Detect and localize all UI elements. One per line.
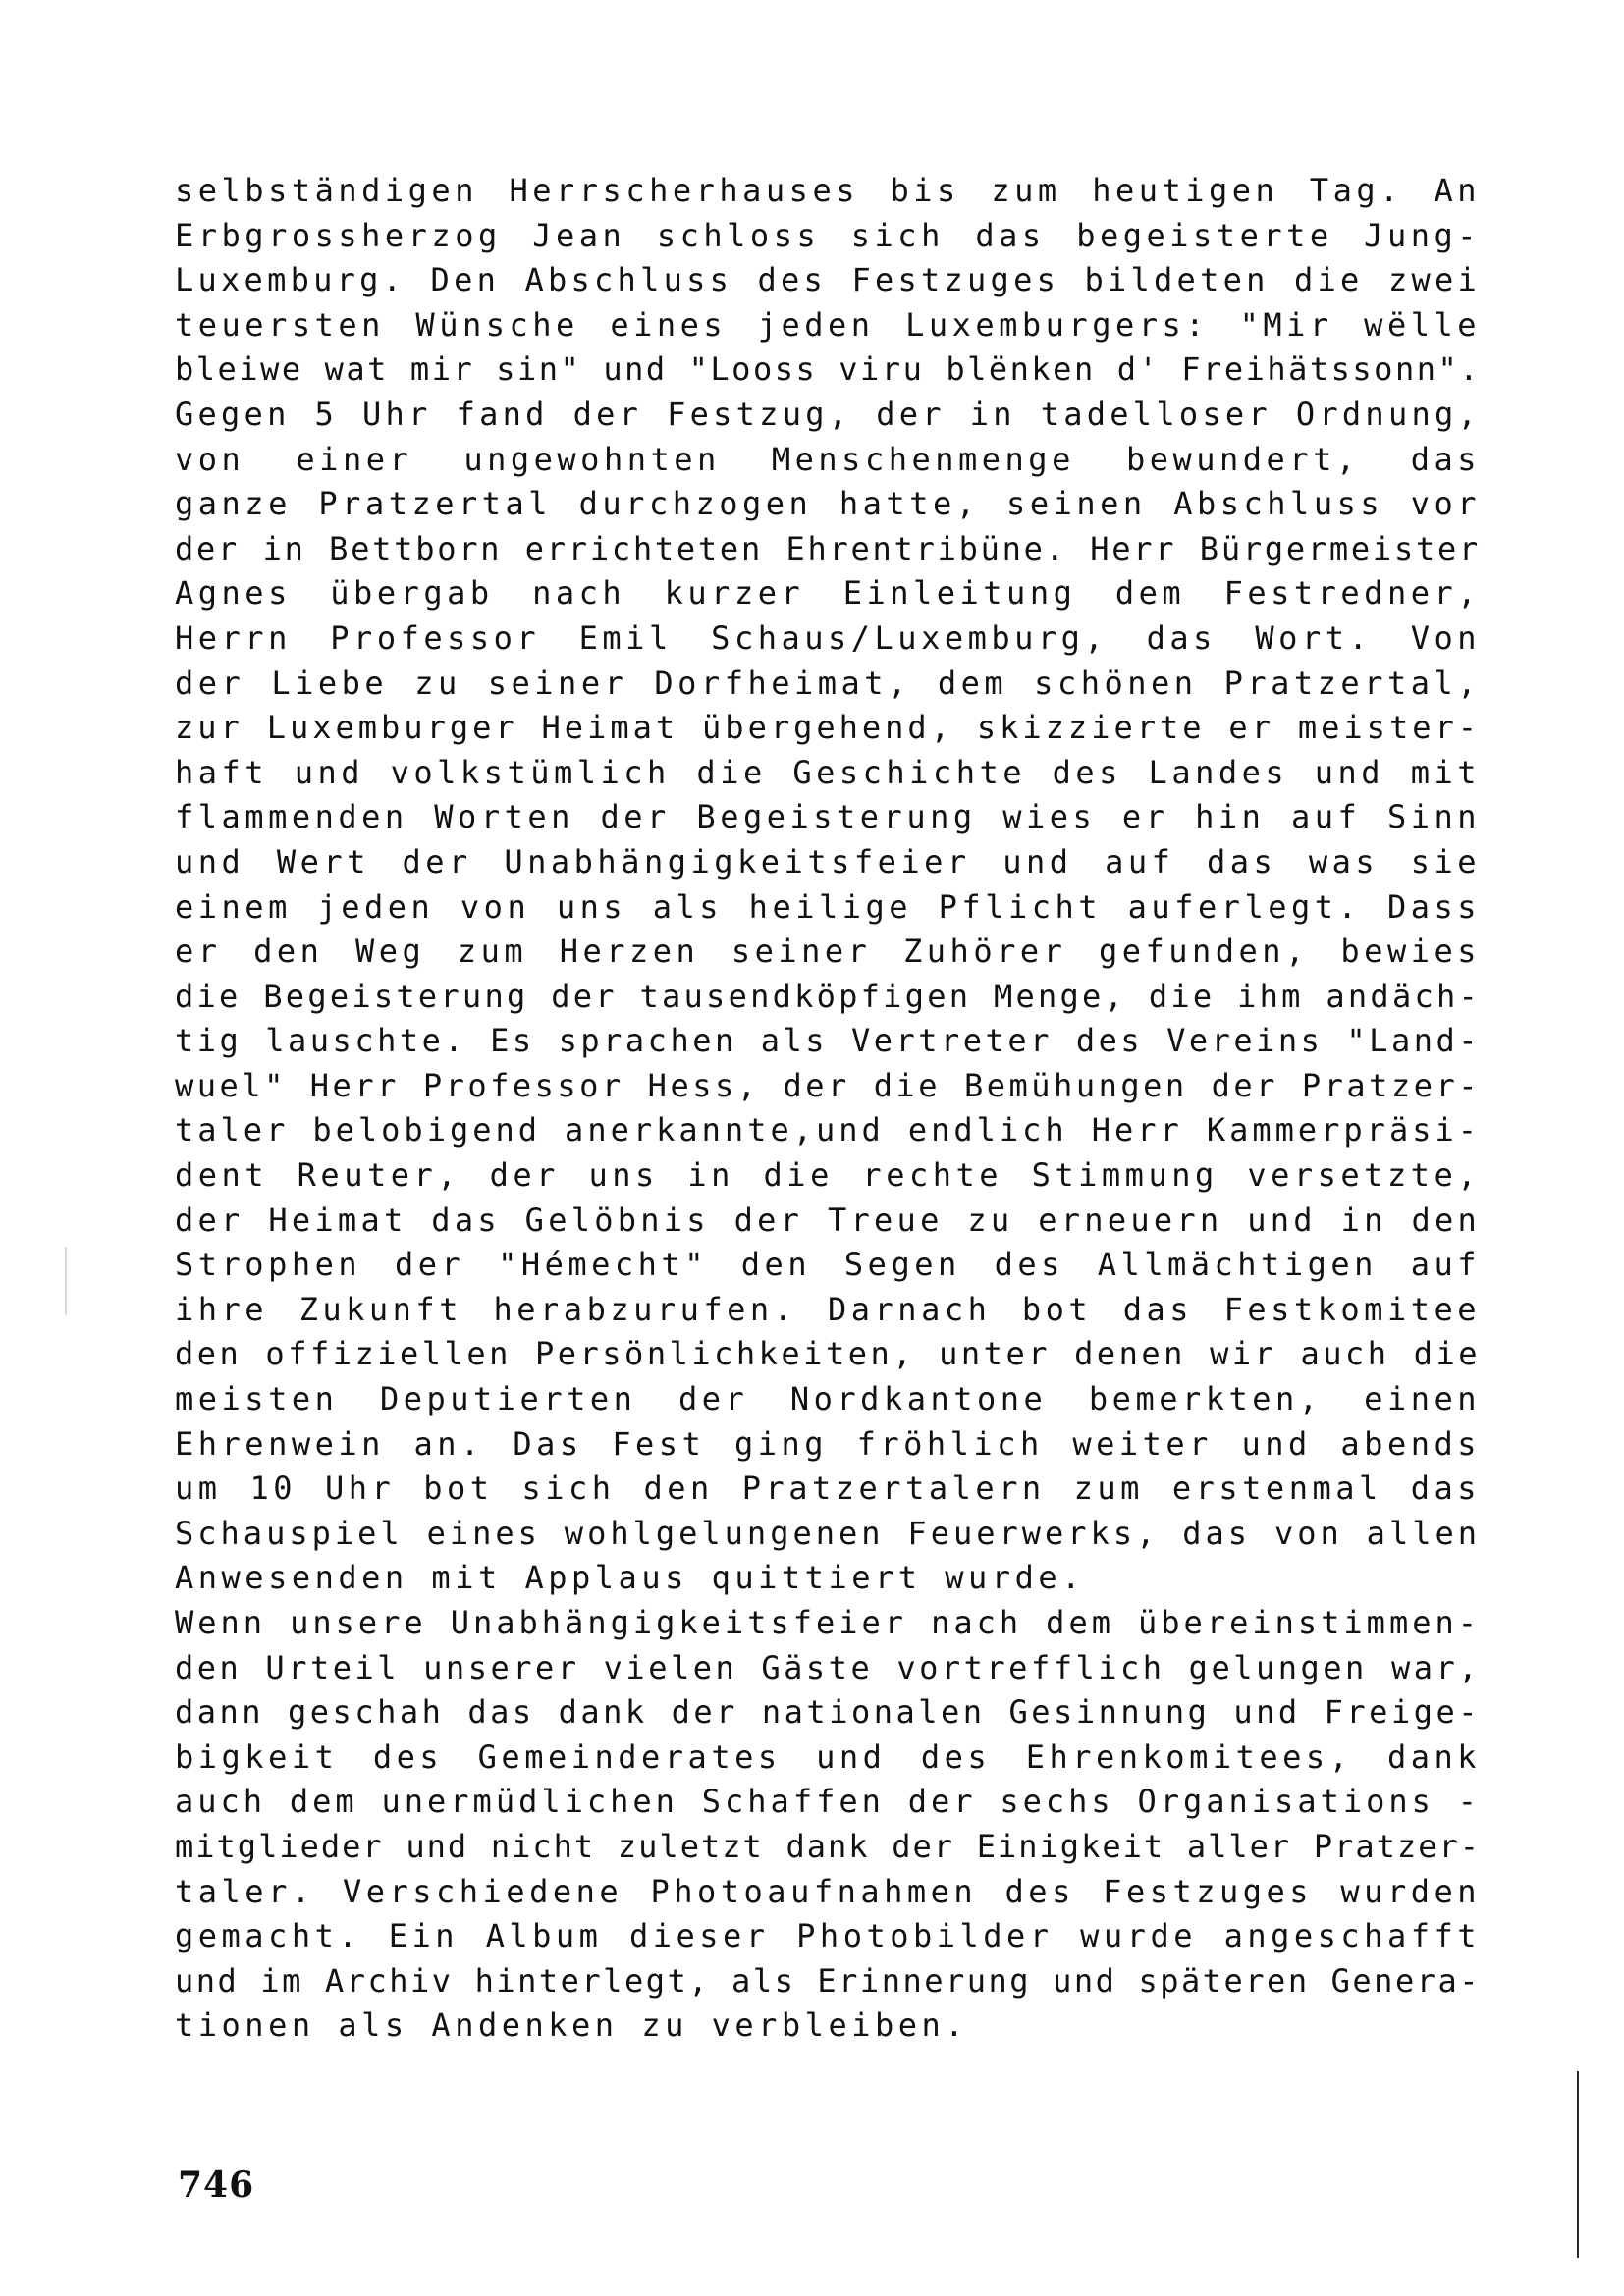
- text-line: von einer ungewohnten Menschenmenge bewundert, das: [175, 440, 1481, 478]
- text-line: meisten Deputierten der Nordkantone bemerkten, einen: [175, 1380, 1481, 1418]
- text-line: flammenden Worten der Begeisterung wies er hin auf Sinn: [175, 798, 1481, 836]
- text-line: den offiziellen Persönlichkeiten, unter denen wir auch die: [175, 1335, 1481, 1373]
- text-line: der Liebe zu seiner Dorfheimat, dem schönen Pratzertal,: [175, 664, 1481, 702]
- text-line: Gegen 5 Uhr fand der Festzug, der in tadelloser Ordnung,: [175, 395, 1481, 433]
- text-line: und im Archiv hinterlegt, als Erinnerung und späteren Genera-: [175, 1961, 1481, 2000]
- text-line: um 10 Uhr bot sich den Pratzertalern zum erstenmal das: [175, 1469, 1481, 1508]
- text-line: einem jeden von uns als heilige Pflicht auferlegt. Dass: [175, 887, 1481, 926]
- text-line: bigkeit des Gemeinderates und des Ehrenkomitees, dank: [175, 1737, 1481, 1776]
- text-line-paragraph-end: tionen als Andenken zu verbleiben.: [175, 2006, 969, 2045]
- text-line: ganze Pratzertal durchzogen hatte, seinen Abschluss vor: [175, 485, 1481, 523]
- text-line: teuersten Wünsche eines jeden Luxemburgers: "Mir wëlle: [175, 305, 1481, 344]
- text-line: und Wert der Unabhängigkeitsfeier und auf das was sie: [175, 842, 1481, 881]
- text-line: dent Reuter, der uns in die rechte Stimmung versetzte,: [175, 1156, 1481, 1195]
- text-line: bleiwe wat mir sin" und "Looss viru blënken d' Freihätssonn".: [175, 350, 1481, 389]
- body-text: [175, 169, 1481, 2049]
- text-line: tig lauschte. Es sprachen als Vertreter des Vereins "Land-: [175, 1022, 1481, 1060]
- text-line: die Begeisterung der tausendköpfigen Menge, die ihm andäch-: [175, 977, 1481, 1015]
- text-line: taler belobigend anerkannte,und endlich Herr Kammerpräsi-: [175, 1111, 1481, 1149]
- text-line: Agnes übergab nach kurzer Einleitung dem Festredner,: [175, 574, 1481, 613]
- text-line: mitglieder und nicht zuletzt dank der Einigkeit aller Pratzer-: [175, 1827, 1481, 1865]
- text-line: gemacht. Ein Album dieser Photobilder wurde angeschafft: [175, 1917, 1481, 1955]
- text-line: haft und volkstümlich die Geschichte des Landes und mit: [175, 753, 1481, 791]
- text-line: den Urteil unserer vielen Gäste vortrefflich gelungen war,: [175, 1648, 1481, 1686]
- page-number: 746: [178, 2164, 255, 2206]
- text-line-paragraph-end: Anwesenden mit Applaus quittiert wurde.: [175, 1559, 1085, 1597]
- text-line: dann geschah das dank der nationalen Gesinnung und Freige-: [175, 1693, 1481, 1732]
- scan-artifact-edge-line: [1577, 2071, 1579, 2258]
- text-line: Luxemburg. Den Abschluss des Festzuges bildeten die zwei: [175, 261, 1481, 299]
- text-line: wuel" Herr Professor Hess, der die Bemühungen der Pratzer-: [175, 1066, 1481, 1104]
- text-line: ihre Zukunft herabzurufen. Darnach bot das Festkomitee: [175, 1290, 1481, 1328]
- text-line: zur Luxemburger Heimat übergehend, skizzierte er meister-: [175, 709, 1481, 747]
- text-line: taler. Verschiedene Photoaufnahmen des Festzuges wurden: [175, 1872, 1481, 1910]
- text-line: selbständigen Herrscherhauses bis zum heutigen Tag. An: [175, 172, 1481, 209]
- text-line: Strophen der "Hémecht" den Segen des Allmächtigen auf: [175, 1246, 1481, 1284]
- text-line: der in Bettborn errichteten Ehrentribüne. Herr Bürgermeister: [175, 529, 1481, 567]
- text-line: Erbgrossherzog Jean schloss sich das begeisterte Jung-: [175, 216, 1481, 254]
- text-line: Schauspiel eines wohlgelungenen Feuerwerks, das von allen: [175, 1514, 1481, 1552]
- scan-artifact-mark: [65, 1247, 67, 1315]
- text-line: auch dem unermüdlichen Schaffen der sechs Organisations -: [175, 1783, 1481, 1821]
- text-line: der Heimat das Gelöbnis der Treue zu erneuern und in den: [175, 1201, 1481, 1239]
- text-line: Ehrenwein an. Das Fest ging fröhlich weiter und abends: [175, 1424, 1481, 1463]
- text-line: Wenn unsere Unabhängigkeitsfeier nach dem übereinstimmen-: [175, 1604, 1481, 1641]
- text-line: Herrn Professor Emil Schaus/Luxemburg, das Wort. Von: [175, 618, 1481, 657]
- text-line: er den Weg zum Herzen seiner Zuhörer gefunden, bewies: [175, 933, 1481, 971]
